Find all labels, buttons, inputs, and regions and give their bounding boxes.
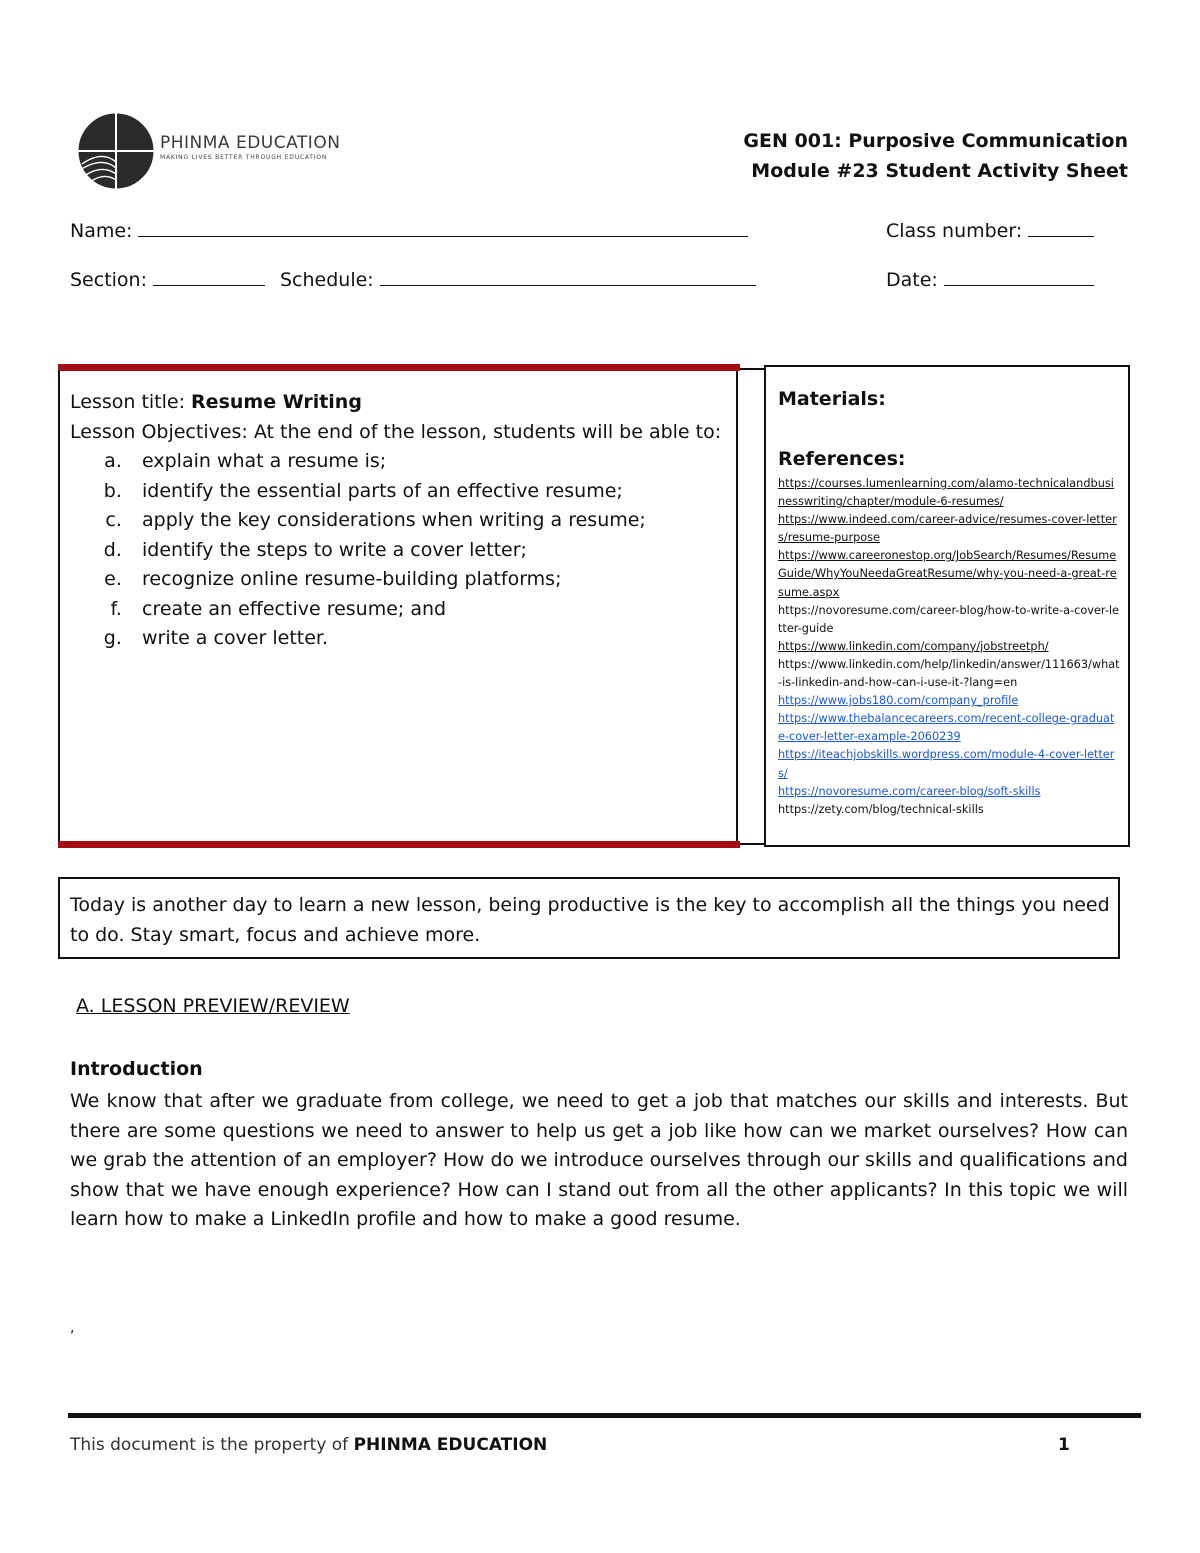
objective-item: a. explain what a resume is; [140,447,736,477]
reference-link[interactable]: https://iteachjobskills.wordpress.com/module-4-cover-letters/ [778,748,1115,780]
references-list [778,475,1120,819]
section-label: Section: [70,269,147,291]
name-label: Name: [70,220,133,242]
date-field[interactable] [886,267,1094,291]
reference-link[interactable]: https://novoresume.com/career-blog/soft-skills [778,784,1041,798]
lesson-title-line [70,388,736,418]
name-field[interactable] [70,218,748,242]
lesson-box-top-accent [58,364,740,371]
objective-item: c. apply the key considerations when writing a resume; [140,506,736,536]
reference-link[interactable]: https://zety.com/blog/technical-skills [778,802,984,816]
footer-divider [68,1413,1141,1418]
box-connector-top [740,368,764,370]
reference-link[interactable]: https://courses.lumenlearning.com/alamo-technicalandbusinesswriting/chapter/module-6-resumes/ [778,477,1114,509]
schedule-blank[interactable] [380,267,756,286]
objective-item: e. recognize online resume-building platforms; [140,565,736,595]
objective-item: g. write a cover letter. [140,624,736,654]
objective-item: d. identify the steps to write a cover letter; [140,536,736,566]
course-title: GEN 001: Purposive Communication [743,130,1128,152]
footer-owner: PHINMA EDUCATION [353,1435,548,1455]
reference-link[interactable]: https://www.linkedin.com/help/linkedin/answer/111663/what-is-linkedin-and-how-can-i-use-it-?lang=en [778,657,1120,690]
section-field[interactable] [70,267,265,291]
reference-link[interactable]: https://www.linkedin.com/company/jobstreetph/ [778,639,1049,653]
introduction-heading: Introduction [70,1058,203,1080]
class-number-field[interactable] [886,218,1094,242]
date-label: Date: [886,269,938,291]
page-number: 1 [1058,1435,1070,1455]
section-blank[interactable] [153,267,265,286]
footer-text [70,1435,547,1455]
lesson-title-label: Lesson title: [70,391,185,413]
stray-mark: , [70,1320,75,1336]
objectives-list [70,447,736,654]
phinma-logo-icon [72,112,162,190]
lesson-box-bottom-accent [58,841,740,848]
reference-link[interactable]: https://www.thebalancecareers.com/recent-college-graduate-cover-letter-example-2060239 [778,712,1115,744]
schedule-field[interactable] [280,267,756,291]
materials-label: Materials: [778,388,886,410]
brand-tagline: MAKING LIVES BETTER THROUGH EDUCATION [160,154,328,161]
footer-ownership-text: This document is the property of [70,1435,349,1455]
box-connector-bottom [740,843,764,845]
reference-link[interactable]: https://novoresume.com/career-blog/how-to-write-a-cover-letter-guide [778,603,1119,635]
name-blank[interactable] [138,218,748,237]
references-label: References: [778,448,906,470]
reference-link[interactable]: https://www.indeed.com/career-advice/resumes-cover-letters/resume-purpose [778,513,1117,545]
class-number-blank[interactable] [1028,218,1094,237]
section-heading: A. LESSON PREVIEW/REVIEW [76,995,350,1017]
brand-name: PHINMA EDUCATION [160,133,341,153]
reference-link[interactable]: https://www.jobs180.com/company_profile [778,694,1019,708]
reference-link[interactable]: https://www.careeronestop.org/JobSearch/Resumes/ResumeGuide/WhyYouNeedaGreatResume/why-you-need-a-great-resume.aspx [778,549,1117,599]
objective-item: b. identify the essential parts of an effective resume; [140,477,736,507]
objective-item: f. create an effective resume; and [140,595,736,625]
lesson-objectives-intro: Lesson Objectives: At the end of the lesson, students will be able to: [70,420,722,443]
class-number-label: Class number: [886,220,1023,242]
lesson-title: Resume Writing [191,391,362,413]
lesson-content [70,388,736,654]
schedule-label: Schedule: [280,269,374,291]
motivation-text: Today is another day to learn a new lesson, being productive is the key to accomplish all the things you need to do. Stay smart, focus and achieve more. [70,894,1110,946]
date-blank[interactable] [944,267,1094,286]
module-title: Module #23 Student Activity Sheet [751,160,1128,182]
introduction-body: We know that after we graduate from college, we need to get a job that matches our skills and interests. But there are some questions we need to answer to help us get a job like how can we market ourselves? How can we grab the attention of an employer? How do we introduce ourselves through our skills and qualifications and show that we have enough experience? How can I stand out from all the other applicants? In this topic we will learn how to make a LinkedIn profile and how to make a good resume. [70,1090,1128,1230]
